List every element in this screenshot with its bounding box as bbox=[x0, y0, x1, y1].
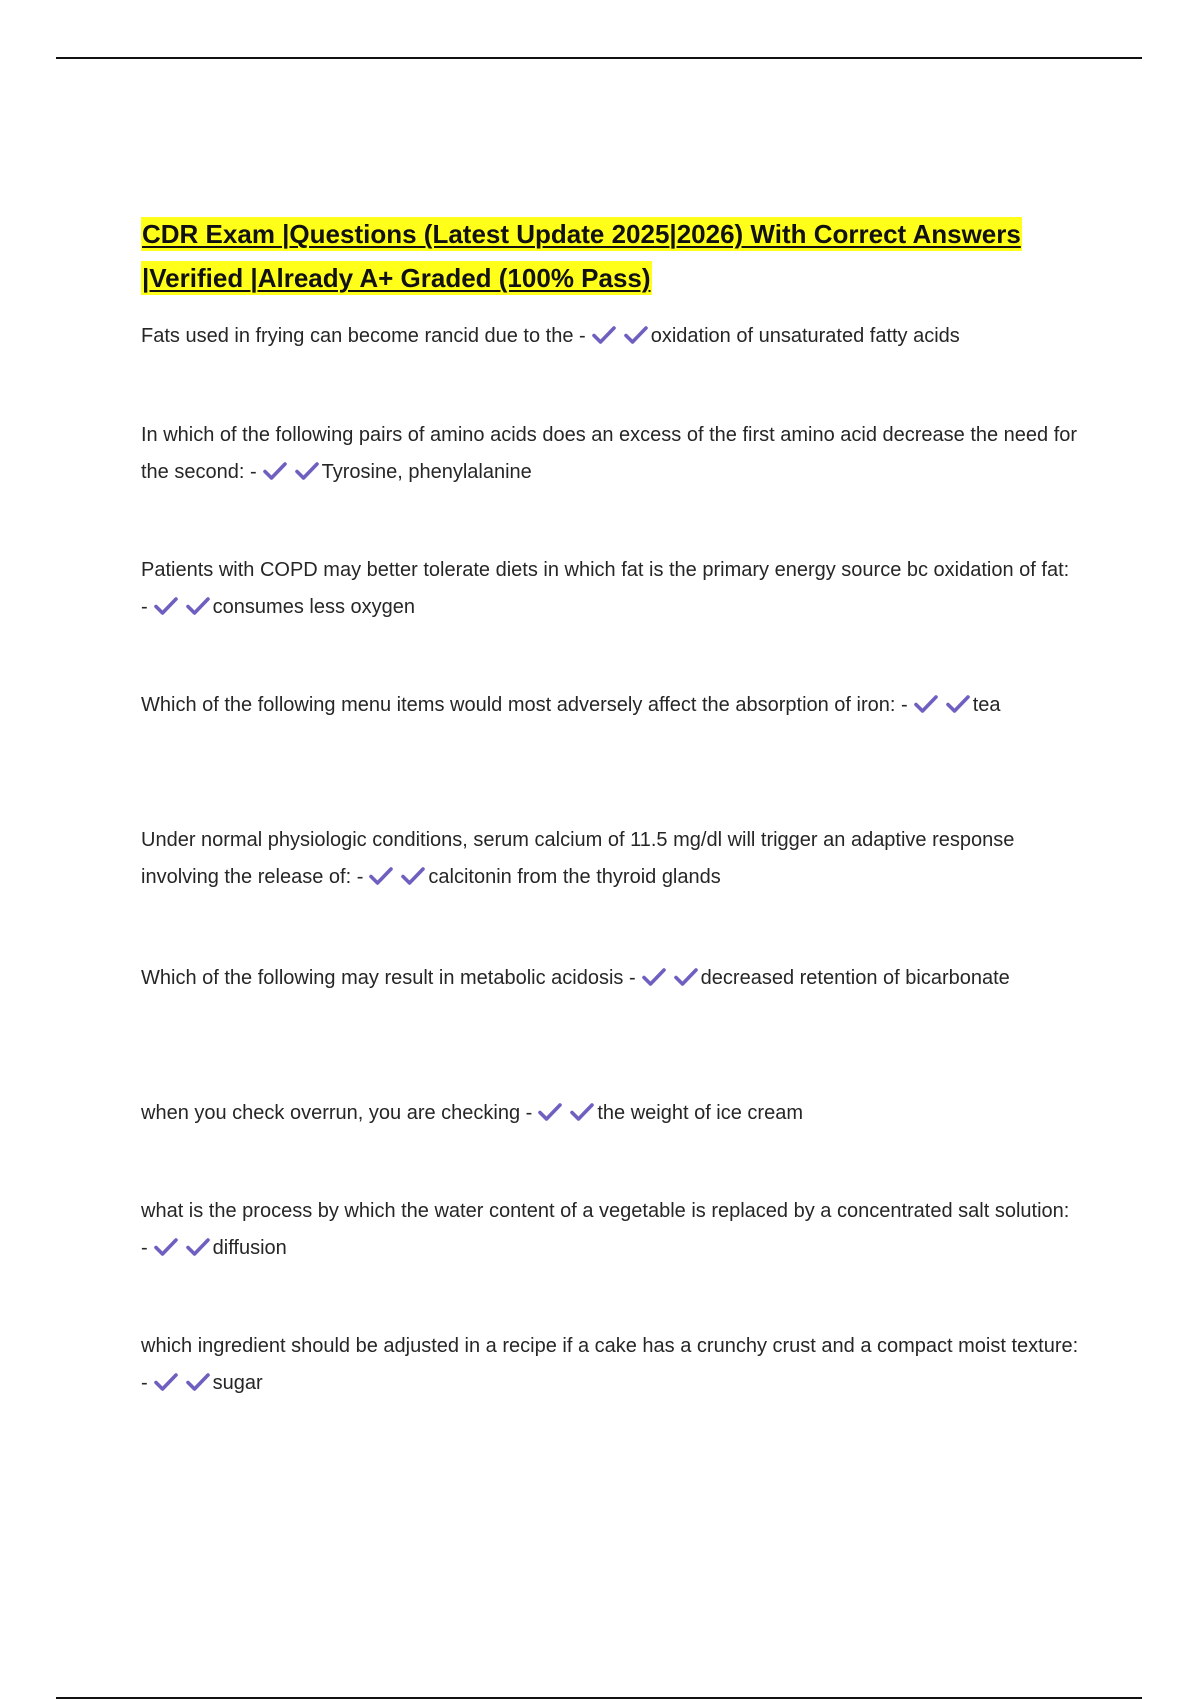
answer-text: consumes less oxygen bbox=[212, 596, 415, 618]
separator: - bbox=[141, 596, 148, 618]
checkmark-icon bbox=[674, 967, 698, 987]
question-text: when you check overrun, you are checking bbox=[141, 1102, 521, 1124]
checkmark-icon bbox=[369, 866, 393, 886]
question-text: which ingredient should be adjusted in a recipe if a cake has a crunchy crust and a compact moist texture: bbox=[141, 1335, 1079, 1357]
qa-item-5 bbox=[141, 822, 1081, 896]
checkmark-icon bbox=[186, 1237, 210, 1257]
question-text: Fats used in frying can become rancid due to the bbox=[141, 325, 574, 347]
question-text: Under normal physiologic conditions, serum calcium of 11.5 mg/dl will trigger an adaptive response involving the release of: bbox=[141, 829, 1015, 888]
checkmark-icon bbox=[946, 694, 970, 714]
answer-text: decreased retention of bicarbonate bbox=[700, 967, 1010, 989]
document-title bbox=[141, 212, 1101, 300]
qa-item-8 bbox=[141, 1193, 1081, 1267]
separator: - bbox=[901, 694, 908, 716]
title-highlight: CDR Exam |Questions (Latest Update 2025|2026) With Correct Answers |Verified |Already A+ Graded (100% Pass) bbox=[142, 219, 1021, 293]
answer-text: Tyrosine, phenylalanine bbox=[321, 461, 532, 483]
separator: - bbox=[141, 1372, 148, 1394]
checkmark-icon bbox=[186, 1372, 210, 1392]
separator: - bbox=[579, 325, 586, 347]
question-text: Which of the following menu items would most adversely affect the absorption of iron: bbox=[141, 694, 896, 716]
checkmark-icon bbox=[295, 461, 319, 481]
qa-item-4 bbox=[141, 687, 1081, 724]
checkmark-icon bbox=[914, 694, 938, 714]
question-text: Which of the following may result in metabolic acidosis bbox=[141, 967, 624, 989]
top-rule bbox=[56, 57, 1142, 59]
qa-item-7 bbox=[141, 1095, 1081, 1132]
qa-item-2 bbox=[141, 417, 1081, 491]
separator: - bbox=[249, 461, 257, 483]
bottom-rule bbox=[56, 1697, 1142, 1699]
answer-text: diffusion bbox=[212, 1237, 287, 1259]
checkmark-icon bbox=[538, 1102, 562, 1122]
checkmark-icon bbox=[263, 461, 287, 481]
qa-item-3 bbox=[141, 552, 1081, 626]
question-text: In which of the following pairs of amino acids does an excess of the first amino acid decrease the need for the second: bbox=[141, 424, 1078, 483]
checkmark-icon bbox=[592, 325, 616, 345]
separator: - bbox=[356, 866, 364, 888]
answer-text: calcitonin from the thyroid glands bbox=[428, 866, 721, 888]
question-text: Patients with COPD may better tolerate diets in which fat is the primary energy source bc oxidation of fat: bbox=[141, 559, 1070, 581]
qa-item-6 bbox=[141, 960, 1081, 997]
separator: - bbox=[629, 967, 636, 989]
checkmark-icon bbox=[154, 1372, 178, 1392]
question-text: what is the process by which the water content of a vegetable is replaced by a concentrated salt solution: bbox=[141, 1200, 1070, 1222]
qa-item-1 bbox=[141, 318, 1081, 355]
answer-text: oxidation of unsaturated fatty acids bbox=[650, 325, 960, 347]
separator: - bbox=[141, 1237, 148, 1259]
checkmark-icon bbox=[570, 1102, 594, 1122]
checkmark-icon bbox=[642, 967, 666, 987]
checkmark-icon bbox=[624, 325, 648, 345]
checkmark-icon bbox=[154, 1237, 178, 1257]
qa-item-9 bbox=[141, 1328, 1081, 1402]
checkmark-icon bbox=[401, 866, 425, 886]
answer-text: tea bbox=[972, 694, 1001, 716]
answer-text: sugar bbox=[212, 1372, 263, 1394]
checkmark-icon bbox=[154, 596, 178, 616]
answer-text: the weight of ice cream bbox=[597, 1102, 803, 1124]
separator: - bbox=[525, 1102, 533, 1124]
checkmark-icon bbox=[186, 596, 210, 616]
